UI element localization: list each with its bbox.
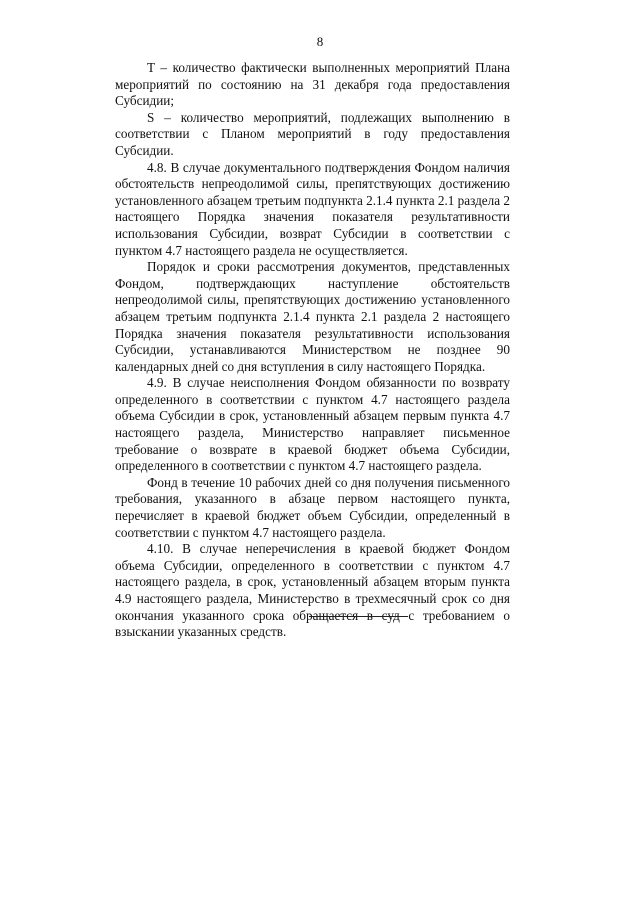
page-number: 8	[316, 34, 324, 49]
paragraph-4-9: 4.9. В случае неисполнения Фондом обязанности по возврату определенного в соответствии с пунктом 4.7 настоящего раздела объема Субсидии в срок, установленный абзацем первым пункта 4.7 настоящего раздела, Министерство направляет письменное требование о возврате в краевой бюджет объема Субсидии, определенного в соответствии с пунктом 4.7 настоящего раздела.	[115, 375, 510, 474]
paragraph-procedure-terms: Порядок и сроки рассмотрения документов, представленных Фондом, подтверждающих наступление обстоятельств непреодолимой силы, препятствующих достижению установленного абзацем третьим подпункта 2.1.4 пункта 2.1 раздела 2 настоящего Порядка значения показателя результативности использования Субсидии, устанавливаются Министерством не позднее 90 календарных дней со дня вступления в силу настоящего Порядка.	[115, 259, 510, 374]
paragraph-4-8: 4.8. В случае документального подтверждения Фондом наличия обстоятельств непреодолимой силы, препятствующих достижению установленного абзацем третьим подпункта 2.1.4 пункта 2.1 раздела 2 настоящего Порядка значения показателя результативности использования Субсидии, возврат Субсидии в соответствии с пунктом 4.7 настоящего раздела не осуществляется.	[115, 159, 510, 258]
paragraph-t-definition: T – количество фактически выполненных мероприятий Плана мероприятий по состоянию на 31 декабря года предоставления Субсидии;	[115, 60, 510, 109]
paragraph-fund-transfer: Фонд в течение 10 рабочих дней со дня получения письменного требования, указанного в абзаце первом настоящего пункта, перечисляет в краевой бюджет объем Субсидии, определенный в соответствии с пунктом 4.7 настоящего раздела.	[115, 474, 510, 540]
paragraph-s-definition: S – количество мероприятий, подлежащих выполнению в соответствии с Планом мероприятий в году предоставления Субсидии.	[115, 109, 510, 158]
end-divider-line	[309, 616, 408, 617]
paragraph-4-10: 4.10. В случае неперечисления в краевой бюджет Фондом объема Субсидии, определенного в соответствии с пунктом 4.7 настоящего раздела, в срок, установленный абзацем вторым пункта 4.9 настоящего раздела, Министерство в трехмесячный срок со дня окончания указанного срока обращается в суд с требованием о взыскании указанных средств.	[115, 541, 510, 640]
document-body	[115, 60, 510, 641]
